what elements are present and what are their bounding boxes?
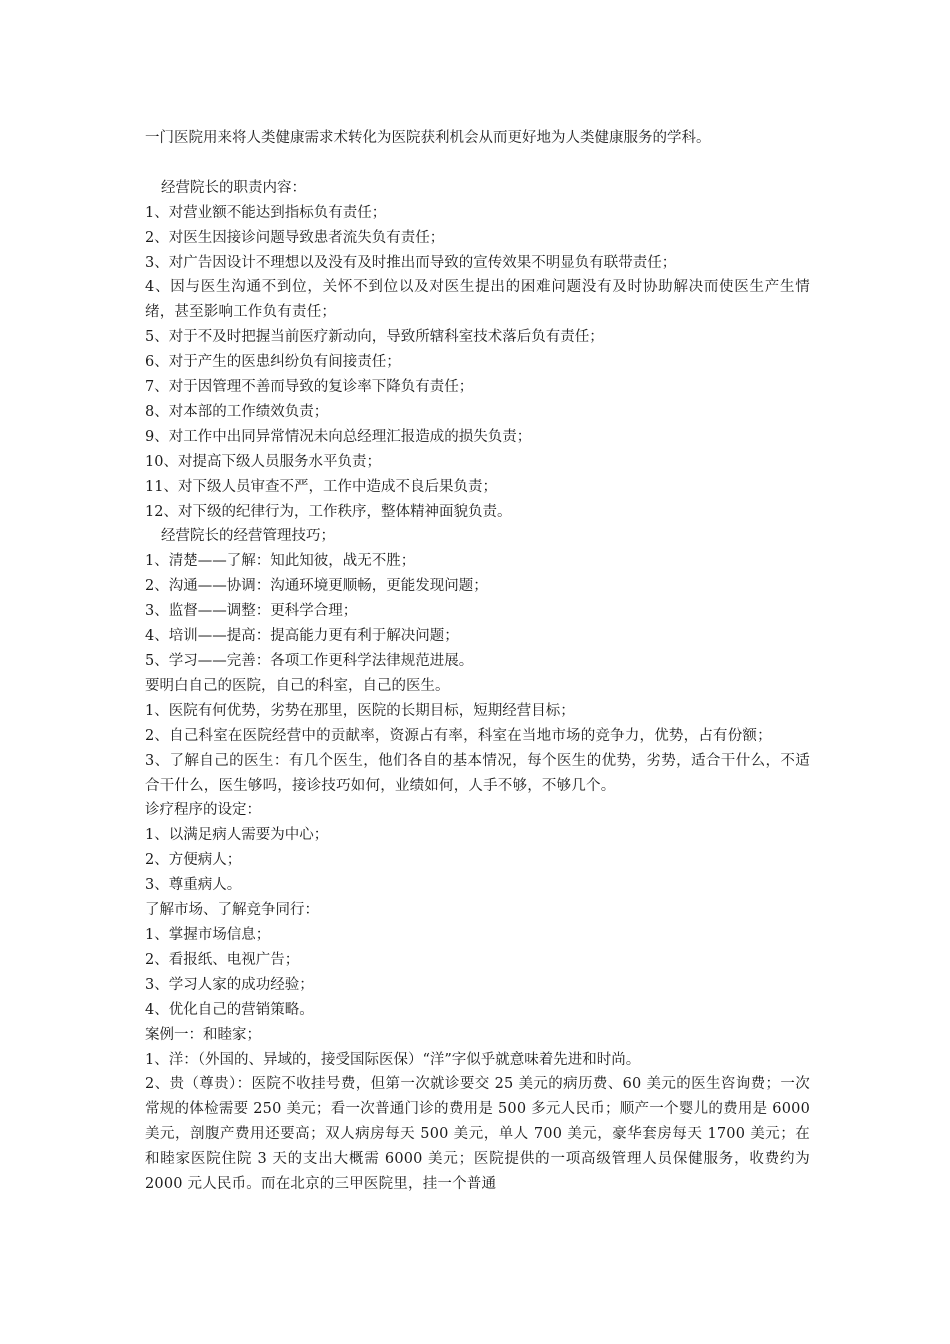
procedure-item: 3、尊重病人。 (145, 877, 242, 894)
skills-item: 5、学习——完善：各项工作更科学法律规范进展。 (145, 653, 474, 670)
market-heading: 了解市场、了解竞争同行： (145, 902, 319, 919)
duties-item: 7、对于因管理不善而导致的复诊率下降负有责任； (145, 379, 474, 396)
skills-item: 4、培训——提高：提高能力更有利于解决问题； (145, 628, 459, 645)
skills-item: 2、沟通——协调：沟通环境更顺畅，更能发现问题； (145, 578, 488, 595)
procedure-item: 1、以满足病人需要为中心； (145, 827, 329, 844)
case-item: 2、贵（尊贵）：医院不收挂号费，但第一次就诊要交 25 美元的病历费、60 美元的医生咨询费；一次常规的体检需要 250 美元；看一次普通门诊的费用是 500 多元人民币；顺产一个婴儿的费用是 6000 美元，剖腹产费用还要高；双人病房每天 500 美元，单人 700 美元，豪华套房每天 1700 美元；在和睦家医院住院 3 天的支出大概需 6000 美元；医院提供的一项高级管理人员保健服务，收费约为 2000 元人民币。而在北京的三甲医院里，挂一个普通 (145, 1076, 810, 1193)
procedure-heading: 诊疗程序的设定： (145, 802, 261, 819)
duties-item: 11、对下级人员审查不严，工作中造成不良后果负责； (145, 478, 497, 495)
know-item: 3、了解自己的医生：有几个医生，他们各自的基本情况，每个医生的优势，劣势，适合干什么，不适合干什么，医生够吗，接诊技巧如何，业绩如何，人手不够，不够几个。 (145, 752, 810, 794)
market-item: 4、优化自己的营销策略。 (145, 1001, 314, 1018)
skills-item: 1、清楚——了解：知此知彼，战无不胜； (145, 553, 416, 570)
duties-item: 1、对营业额不能达到指标负有责任； (145, 204, 387, 221)
case-heading: 案例一：和睦家； (145, 1026, 261, 1043)
duties-item: 2、对医生因接诊问题导致患者流失负有责任； (145, 229, 445, 246)
case-item: 1、洋：（外国的、异域的，接受国际医保）“洋”字似乎就意味着先进和时尚。 (145, 1051, 641, 1068)
duties-heading: 经营院长的职责内容： (161, 179, 306, 196)
duties-item: 9、对工作中出同异常情况未向总经理汇报造成的损失负责； (145, 428, 532, 445)
duties-item: 8、对本部的工作绩效负责； (145, 403, 329, 420)
know-item: 1、医院有何优势，劣势在那里，医院的长期目标，短期经营目标； (145, 702, 575, 719)
know-item: 2、自己科室在医院经营中的贡献率，资源占有率，科室在当地市场的竞争力，优势，占有份额； (145, 727, 772, 744)
document-body (145, 126, 810, 1197)
market-item: 2、看报纸、电视广告； (145, 951, 300, 968)
duties-item: 10、对提高下级人员服务水平负责； (145, 453, 381, 470)
duties-item: 4、因与医生沟通不到位，关怀不到位以及对医生提出的困难问题没有及时协助解决而使医生产生情绪，甚至影响工作负有责任； (145, 279, 810, 321)
know-heading: 要明白自己的医院，自己的科室，自己的医生。 (145, 677, 450, 694)
blank-line (145, 151, 810, 176)
duties-item: 3、对广告因设计不理想以及没有及时推出而导致的宣传效果不明显负有联带责任； (145, 254, 677, 271)
market-item: 1、掌握市场信息； (145, 926, 271, 943)
duties-item: 6、对于产生的医患纠纷负有间接责任； (145, 354, 401, 371)
skills-item: 3、监督——调整：更科学合理； (145, 603, 358, 620)
intro-paragraph: 一门医院用来将人类健康需求术转化为医院获利机会从而更好地为人类健康服务的学科。 (145, 130, 711, 146)
duties-item: 12、对下级的纪律行为，工作秩序，整体精神面貌负责。 (145, 503, 512, 520)
duties-item: 5、对于不及时把握当前医疗新动向，导致所辖科室技术落后负有责任； (145, 329, 604, 346)
procedure-item: 2、方便病人； (145, 852, 242, 869)
market-item: 3、学习人家的成功经验； (145, 976, 314, 993)
skills-heading: 经营院长的经营管理技巧； (161, 528, 335, 545)
